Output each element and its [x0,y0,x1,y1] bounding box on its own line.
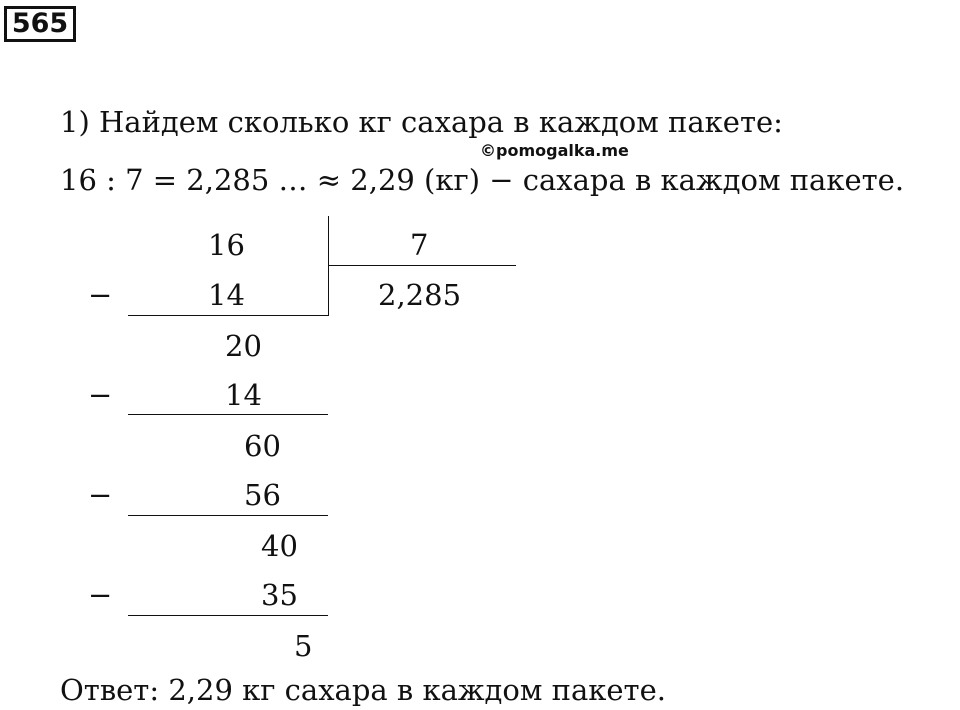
quotient: 2,285 [378,278,462,312]
subtraction-line-2 [128,414,328,415]
subtraction-line-4 [128,615,328,616]
minus-sign: − [88,478,113,512]
remainder-2: 60 [244,429,281,463]
minus-sign: − [88,278,113,312]
step-title: 1) Найдем сколько кг сахара в каждом пакете: [60,105,783,139]
subtrahend-4: 35 [261,578,298,612]
remainder-1: 20 [225,329,262,363]
watermark: ©pomogalka.me [480,141,629,160]
minus-sign: − [88,578,113,612]
answer-line: Ответ: 2,29 кг сахара в каждом пакете. [60,673,666,707]
subtrahend-3: 56 [244,478,281,512]
subtrahend-2: 14 [225,378,262,412]
subtrahend-1: 14 [208,278,245,312]
divisor: 7 [410,228,429,262]
subtraction-line-3 [128,515,328,516]
final-remainder: 5 [294,629,313,663]
subtraction-line-1 [128,315,328,316]
division-bracket-horizontal [328,265,516,266]
problem-number-badge: 565 [4,6,76,42]
remainder-3: 40 [261,529,298,563]
dividend: 16 [208,228,245,262]
minus-sign: − [88,378,113,412]
division-bracket-vertical [328,216,329,316]
equation-line: 16 : 7 = 2,285 … ≈ 2,29 (кг) − сахара в каждом пакете. [60,163,905,197]
